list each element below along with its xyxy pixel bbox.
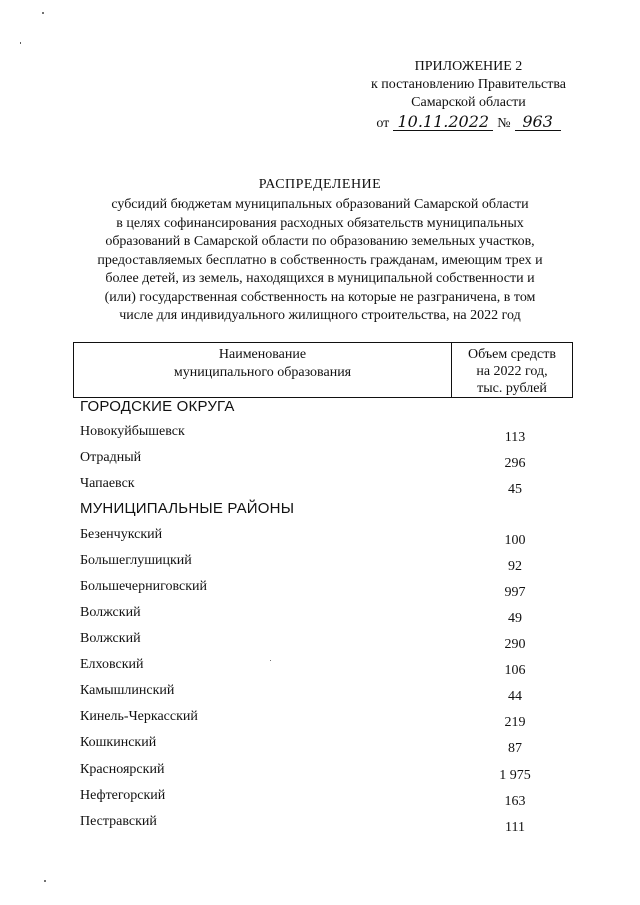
row-value: 100 [504,533,526,548]
row-name: Нефтегорский [80,788,166,803]
row-name: Волжский [80,605,141,620]
table-row [80,735,550,755]
scan-speck [270,660,271,661]
table-row [80,424,550,444]
row-value: 92 [508,559,522,574]
decree-number: 963 [515,114,561,131]
row-value: 44 [508,689,522,704]
subtitle-line: образований в Самарской области по образованию земельных участков, [105,234,535,249]
header-value-line: Объем средств [467,347,556,362]
row-value: 111 [505,820,525,835]
table-row [80,788,550,808]
row-value: 997 [504,585,526,600]
header-name-line: муниципального образования [173,365,352,380]
table-header [73,342,573,398]
row-name: Камышлинский [80,683,175,698]
row-name: Отрадный [80,450,142,465]
appendix-title: ПРИЛОЖЕНИЕ 2 [414,59,523,74]
table-row [80,450,550,470]
date-prefix: от [376,116,390,131]
row-name: Большечерниговский [80,579,208,594]
row-value: 1 975 [499,768,531,783]
row-value: 113 [504,430,526,445]
header-value-line: на 2022 год, [476,364,548,379]
table-row [80,657,550,677]
row-name: Красноярский [80,762,165,777]
header-name-line: Наименование [218,347,307,362]
document-subtitle [80,196,560,326]
scan-speck [44,880,46,882]
subtitle-line: числе для индивидуального жилищного строительства, на 2022 год [119,308,521,323]
row-name: Чапаевск [80,476,135,491]
row-name: Волжский [80,631,141,646]
table-row [80,814,550,834]
subtitle-line: субсидий бюджетам муниципальных образований Самарской области [111,197,529,212]
row-name: Пестравский [80,814,157,829]
subtitle-line: предоставляемых бесплатно в собственность гражданам, имеющим трех и [97,252,543,268]
table-row [80,579,550,599]
header-value-line: тыс. рублей [477,381,547,396]
table-row [80,605,550,625]
decree-date: 10.11.2022 [393,114,493,131]
table-row [80,553,550,573]
row-value: 296 [504,456,526,471]
row-name: Кошкинский [80,735,157,750]
row-value: 106 [504,663,526,678]
subtitle-line: более детей, из земель, находящихся в муниципальной собственности и [105,271,535,286]
number-prefix: № [497,116,511,131]
header-name-cell [74,343,452,397]
table-row [80,683,550,703]
appendix-decree: к постановлению Правительства [370,77,566,92]
row-value: 290 [504,637,526,652]
row-value: 87 [508,741,522,756]
scan-speck [20,42,21,44]
scan-speck [42,12,44,14]
subtitle-line: (или) государственная собственность на которые не разграничена, в том [104,289,536,305]
appendix-block [371,58,566,133]
row-value: 163 [504,794,526,809]
row-name: Большеглушицкий [80,553,192,568]
appendix-date-number [371,114,566,133]
row-name: Елховский [80,657,144,672]
table-row [80,476,550,496]
header-value-cell [452,343,572,397]
section-title: МУНИЦИПАЛЬНЫЕ РАЙОНЫ [80,500,295,517]
row-name: Кинель-Черкасский [80,709,198,724]
appendix-region: Самарской области [411,95,526,110]
table-row [80,762,550,782]
row-name: Новокуйбышевск [80,424,185,439]
section-title: ГОРОДСКИЕ ОКРУГА [80,398,235,415]
row-name: Безенчукский [80,527,163,542]
table-row [80,631,550,651]
row-value: 49 [508,611,522,626]
subtitle-line: в целях софинансирования расходных обязательств муниципальных [116,215,524,231]
row-value: 45 [508,482,522,497]
table-row [80,527,550,547]
row-value: 219 [504,715,526,730]
document-title: РАСПРЕДЕЛЕНИЕ [258,177,382,192]
table-row [80,709,550,729]
